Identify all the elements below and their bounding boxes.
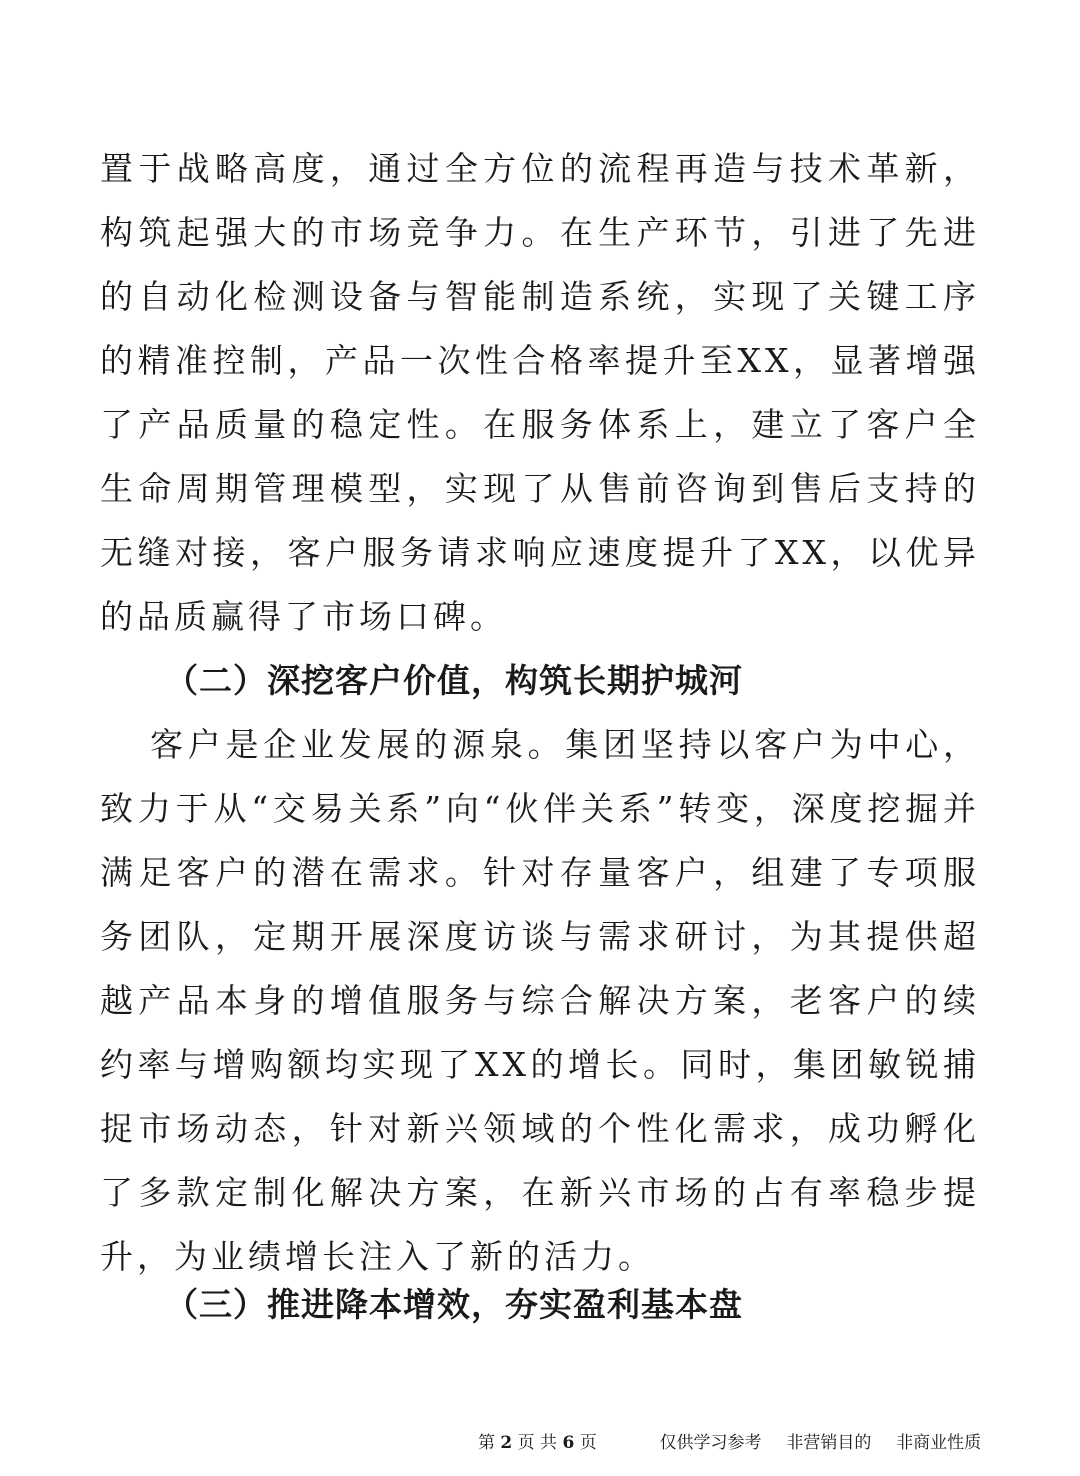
total-page-number: 6 [562,1433,575,1453]
body-paragraph-2: 客户是企业发展的源泉。集团坚持以客户为中心，致力于从“交易关系”向“伙伴关系”转变，深度挖掘并满足客户的潜在需求。针对存量客户，组建了专项服务团队，定期开展深度访谈与需求研讨，为其提供超越产品本身的增值服务与综合解决方案，老客户的续约率与增购额均实现了XX的增长。同时，集团敏锐捕捉市场动态，针对新兴领域的个性化需求，成功孵化了多款定制化解决方案，在新兴市场的占有率稳步提升，为业绩增长注入了新的活力。 [100,725,980,1276]
footer-notice-study: 仅供学习参考 [659,1433,762,1453]
page-mid: 页 共 [517,1433,558,1453]
page-footer [478,1431,988,1455]
footer-notice-non-marketing: 非营销目的 [786,1433,872,1453]
page-suffix: 页 [579,1433,597,1453]
body-paragraph-1: 置于战略高度，通过全方位的流程再造与技术革新，构筑起强大的市场竞争力。在生产环节，引进了先进的自动化检测设备与智能制造系统，实现了关键工序的精准控制，产品一次性合格率提升至XX，显著增强了产品质量的稳定性。在服务体系上，建立了客户全生命周期管理模型，实现了从售前咨询到售后支持的无缝对接，客户服务请求响应速度提升了XX，以优异的品质赢得了市场口碑。 [100,149,980,636]
page-prefix: 第 [478,1433,495,1453]
section-heading-2: （二）深挖客户价值，构筑长期护城河 [165,661,743,700]
footer-notice-non-commercial: 非商业性质 [896,1433,982,1453]
current-page-number: 2 [500,1433,513,1453]
section-heading-3: （三）推进降本增效，夯实盈利基本盘 [165,1285,743,1324]
